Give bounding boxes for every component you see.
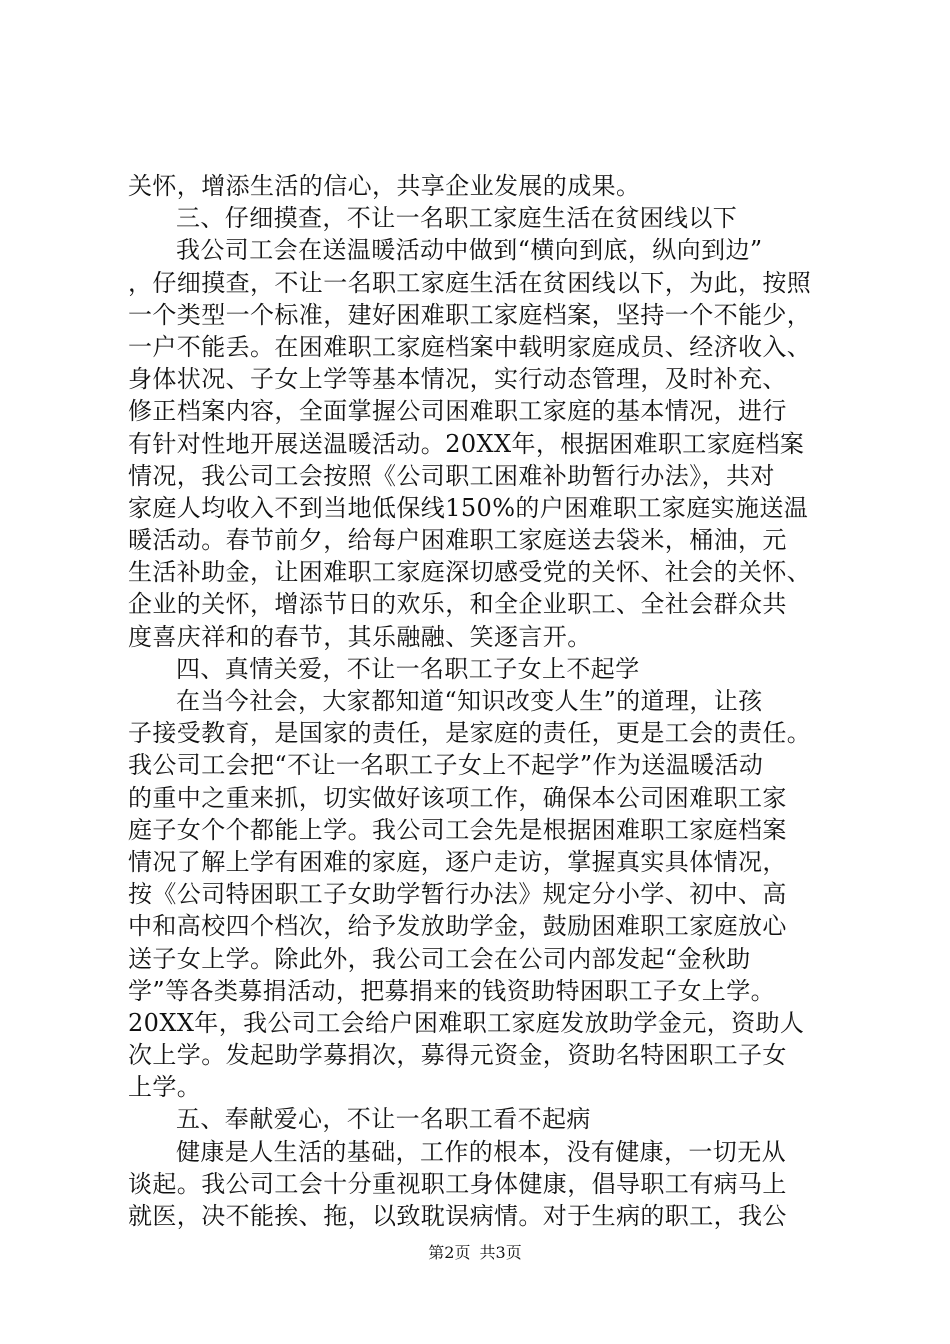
text-line: 的重中之重来抓，切实做好该项工作，确保本公司困难职工家 — [128, 783, 787, 812]
page-total: 共3页 — [479, 1243, 522, 1262]
text-line: 次上学。发起助学募捐次，募得元资金，资助名特困职工子女 — [128, 1041, 787, 1070]
text-line: 关怀，增添生活的信心，共享企业发展的成果。 — [128, 172, 641, 200]
text-line: 三、仔细摸查，不让一名职工家庭生活在贫困线以下 — [176, 204, 738, 233]
text-line: 修正档案内容，全面掌握公司困难职工家庭的基本情况，进行 — [128, 397, 787, 426]
page-number: 第2页 — [428, 1243, 471, 1262]
text-line: 生活补助金，让困难职工家庭深切感受党的关怀、社会的关怀、 — [128, 558, 812, 587]
text-line: 一户不能丢。在困难职工家庭档案中载明家庭成员、经济收入、 — [128, 332, 812, 361]
text-line: 暖活动。春节前夕，给每户困难职工家庭送去袋米，桶油，元 — [128, 526, 787, 555]
document-body — [128, 170, 828, 1232]
text-line: 身体状况、子女上学等基本情况，实行动态管理，及时补充、 — [128, 365, 787, 394]
text-line: 中和高校四个档次，给予发放助学金，鼓励困难职工家庭放心 — [128, 912, 787, 941]
text-line: 在当今社会，大家都知道“知识改变人生”的道理，让孩 — [176, 687, 763, 715]
text-line: 有针对性地开展送温暖活动。20XX年，根据困难职工家庭档案 — [128, 429, 805, 458]
page-footer — [0, 1243, 950, 1263]
text-line: 我公司工会在送温暖活动中做到“横向到底，纵向到边” — [176, 236, 763, 265]
text-line: 企业的关怀，增添节日的欢乐，和全企业职工、全社会群众共 — [128, 590, 787, 619]
text-line: ，仔细摸查，不让一名职工家庭生活在贫困线以下，为此，按照 — [128, 268, 812, 297]
text-line: 度喜庆祥和的春节，其乐融融、笑逐言开。 — [128, 622, 592, 651]
text-line: 20XX年，我公司工会给户困难职工家庭发放助学金元，资助人 — [128, 1008, 805, 1037]
text-line: 庭子女个个都能上学。我公司工会先是根据困难职工家庭档案 — [128, 815, 787, 844]
text-line: 四、真情关爱，不让一名职工子女上不起学 — [176, 654, 640, 683]
text-line: 谈起。我公司工会十分重视职工身体健康，倡导职工有病马上 — [128, 1169, 787, 1198]
text-line: 我公司工会把“不让一名职工子女上不起学”作为送温暖活动 — [128, 751, 764, 780]
text-line: 按《公司特困职工子女助学暂行办法》规定分小学、初中、高 — [128, 880, 787, 909]
text-line: 就医，决不能挨、拖，以致耽误病情。对于生病的职工，我公 — [128, 1202, 787, 1230]
text-line: 五、奉献爱心，不让一名职工看不起病 — [176, 1105, 591, 1134]
text-line: 子接受教育，是国家的责任，是家庭的责任，更是工会的责任。 — [128, 719, 812, 748]
text-line: 送子女上学。除此外，我公司工会在公司内部发起“金秋助 — [128, 944, 751, 973]
text-line: 学”等各类募捐活动，把募捐来的钱资助特困职工子女上学。 — [128, 976, 776, 1005]
text-line: 健康是人生活的基础，工作的根本，没有健康，一切无从 — [176, 1137, 786, 1166]
text-line: 情况了解上学有困难的家庭，逐户走访，掌握真实具体情况， — [128, 847, 787, 876]
text-line: 上学。 — [128, 1073, 202, 1102]
text-line: 情况，我公司工会按照《公司职工困难补助暂行办法》，共对 — [128, 461, 775, 490]
text-line: 家庭人均收入不到当地低保线150%的户困难职工家庭实施送温 — [128, 493, 809, 522]
text-line: 一个类型一个标准，建好困难职工家庭档案，坚持一个不能少， — [128, 300, 812, 329]
